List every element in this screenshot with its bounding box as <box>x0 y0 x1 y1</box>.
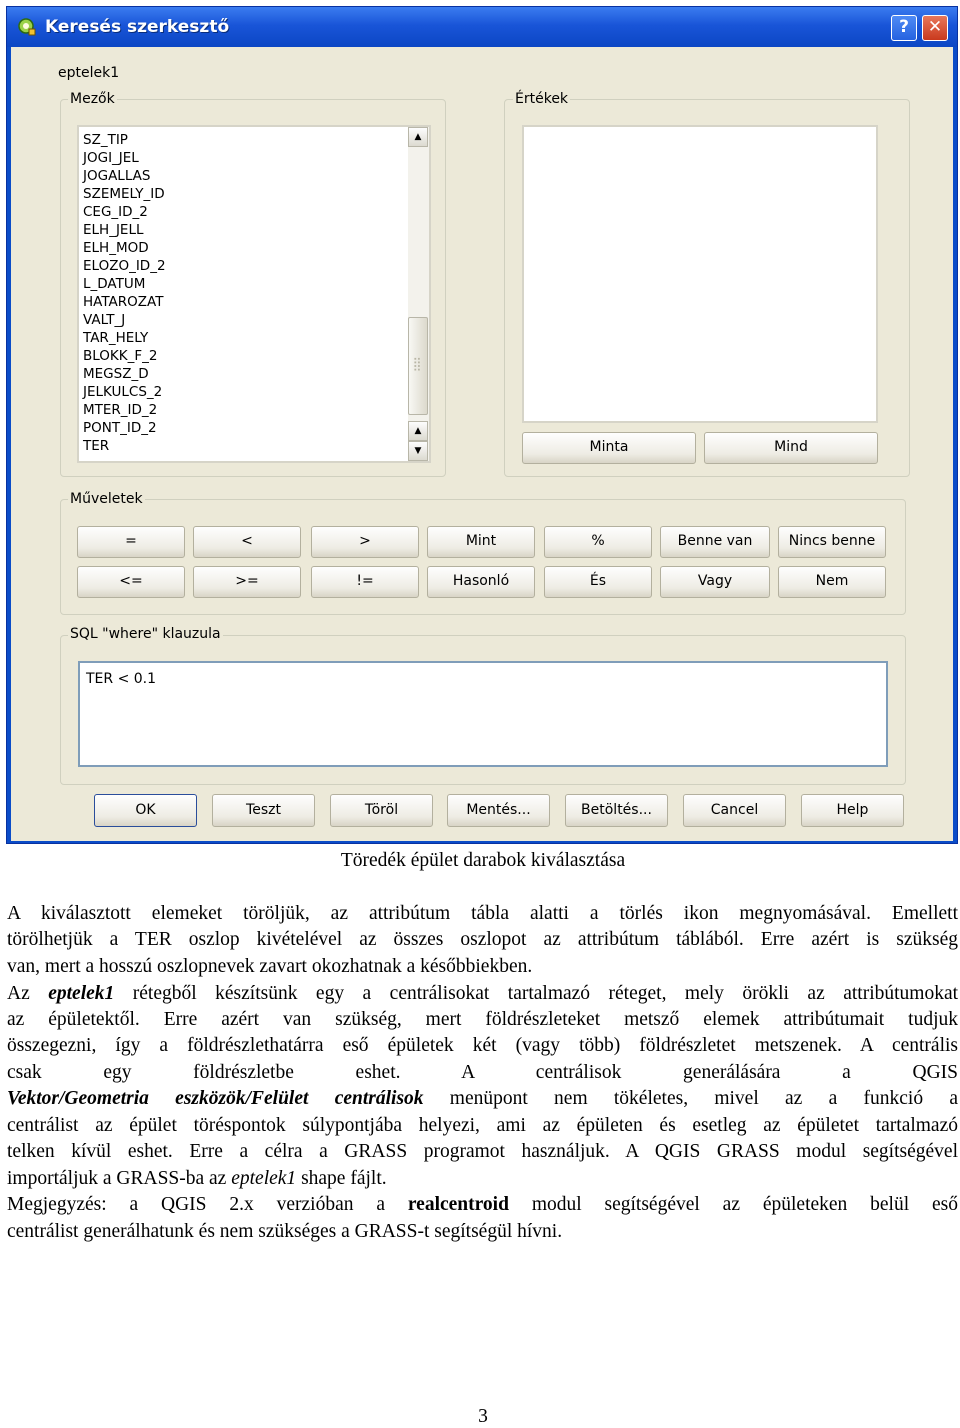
field-item[interactable]: JELKULCS_2 <box>83 384 163 400</box>
p2-l8-c: shape fájlt. <box>301 1168 387 1189</box>
p2-l1-a: Az <box>7 983 30 1004</box>
p2-line-1 <box>7 981 958 1007</box>
operator-button[interactable]: Hasonló <box>427 566 535 598</box>
field-item[interactable]: TER <box>83 438 110 454</box>
window-title: Keresés szerkesztő <box>45 17 230 37</box>
values-group-label: Értékek <box>515 91 569 107</box>
page-number: 3 <box>478 1406 488 1427</box>
fields-group-label: Mezők <box>70 91 115 107</box>
query-builder-window <box>6 6 958 844</box>
fields-listbox[interactable] <box>77 125 431 463</box>
field-item[interactable]: MEGSZ_D <box>83 366 149 382</box>
field-item[interactable]: MTER_ID_2 <box>83 402 158 418</box>
p3-l1-module: realcentroid <box>407 1194 509 1215</box>
bottom-button[interactable]: Teszt <box>212 794 315 827</box>
title-bar[interactable] <box>7 7 957 47</box>
p3-line-1 <box>7 1192 958 1218</box>
p2-line-8 <box>7 1166 387 1192</box>
p1-line-1: A kiválasztott elemeket töröljük, az attribútum tábla alatti a törlés ikon megnyomásával. Emellett <box>7 903 958 924</box>
p1-line-2: törölhetjük a TER oszlop kivételével az összes oszlopot az attribútum táblából. Erre azért is szükség <box>7 929 958 950</box>
operator-button[interactable]: % <box>544 526 652 558</box>
operator-button[interactable]: Benne van <box>660 526 770 558</box>
operator-button[interactable]: < <box>193 526 301 558</box>
field-item[interactable]: JOGALLAS <box>83 168 151 184</box>
field-item[interactable]: VALT_J <box>83 312 126 328</box>
p1-line-3: van, mert a hosszú oszlopnevek zavart okozhatnak a későbbiekben. <box>7 956 533 977</box>
all-button[interactable]: Mind <box>704 432 878 464</box>
operator-button[interactable]: = <box>77 526 185 558</box>
field-item[interactable]: ELOZO_ID_2 <box>83 258 166 274</box>
field-item[interactable]: ELH_JELL <box>83 222 144 238</box>
scroll-thumb[interactable] <box>408 317 428 415</box>
operator-button[interactable]: És <box>544 566 652 598</box>
operator-button[interactable]: > <box>311 526 419 558</box>
figure-caption: Töredék épület darabok kiválasztása <box>340 850 626 871</box>
field-item[interactable]: JOGI_JEL <box>83 150 139 166</box>
field-item[interactable]: ELH_MOD <box>83 240 149 256</box>
operator-button[interactable]: Nincs benne <box>778 526 886 558</box>
bottom-button[interactable]: Help <box>801 794 904 827</box>
p2-line-6: centrálist az épület töréspontok súlypontjába helyezi, ami az épületen és esetleg az épületet tartalmazó <box>7 1115 958 1136</box>
p2-l8-layer: eptelek1 <box>231 1168 297 1189</box>
scroll-up-button[interactable]: ▲ <box>408 127 428 147</box>
scroll-down-button[interactable]: ▼ <box>408 441 428 461</box>
sql-group-label: SQL "where" klauzula <box>70 626 221 642</box>
p2-l5-b: menüpont nem tökéletes, mivel az a funkció a <box>449 1088 958 1109</box>
qgis-app-icon <box>17 17 37 37</box>
bottom-button[interactable]: Cancel <box>683 794 786 827</box>
operator-button[interactable]: <= <box>77 566 185 598</box>
field-item[interactable]: HATAROZAT <box>83 294 164 310</box>
field-item[interactable]: SZEMELY_ID <box>83 186 165 202</box>
bottom-button[interactable]: Mentés... <box>447 794 550 827</box>
title-help-button[interactable]: ? <box>891 15 917 41</box>
bottom-button[interactable]: OK <box>94 794 197 827</box>
field-item[interactable]: BLOKK_F_2 <box>83 348 158 364</box>
grip-icon <box>409 318 427 414</box>
p2-l1-layer: eptelek1 <box>48 983 115 1004</box>
p3-l1-a: Megjegyzés: a QGIS 2.x verzióban a <box>7 1194 385 1215</box>
field-item[interactable]: L_DATUM <box>83 276 146 292</box>
title-close-button[interactable]: ✕ <box>922 15 948 41</box>
field-item[interactable]: TAR_HELY <box>83 330 149 346</box>
p2-l5-menu: Vektor/Geometria eszközök/Felület centrálisok <box>7 1088 424 1109</box>
field-item[interactable]: CEG_ID_2 <box>83 204 148 220</box>
operator-button[interactable]: Nem <box>778 566 886 598</box>
fields-list <box>79 131 409 455</box>
sql-where-text: TER < 0.1 <box>86 671 157 687</box>
layer-name-label: eptelek1 <box>58 65 120 81</box>
values-listbox[interactable] <box>522 125 878 423</box>
p3-line-2: centrálist generálhatunk és nem szükséges a GRASS-t segítségül hívni. <box>7 1221 563 1242</box>
sample-button[interactable]: Minta <box>522 432 696 464</box>
p2-line-4: csak egy földrészletbe eshet. A centrálisok generálására a QGIS <box>7 1062 958 1083</box>
bottom-button[interactable]: Betöltés... <box>565 794 668 827</box>
sql-where-textarea[interactable] <box>78 661 888 767</box>
field-item[interactable]: SZ_TIP <box>83 132 128 148</box>
p2-l8-a: importáljuk a GRASS-ba az <box>7 1168 227 1189</box>
operator-button[interactable]: != <box>311 566 419 598</box>
p3-l1-c: modul segítségével az épületeken belül eső <box>531 1194 958 1215</box>
p2-line-7: telken kívül eshet. Erre a célra a GRASS programot használjuk. A QGIS GRASS modul segítségével <box>7 1141 958 1162</box>
fields-scrollbar[interactable] <box>408 127 429 461</box>
bottom-button[interactable]: Töröl <box>330 794 433 827</box>
p2-line-3: összegezni, így a földrészlethatárra eső épületek két (vagy több) földrészletet metszenek. A centrális <box>7 1035 958 1056</box>
p2-line-2: az épületektől. Erre azért van szükség, mert földrészleteket metsző elemek attribútumait tudjuk <box>7 1009 958 1030</box>
p2-l1-c: rétegből készítsünk egy a centrálisokat tartalmazó réteget, mely örökli az attribútumokat <box>132 983 959 1004</box>
dialog-client-area <box>11 47 953 841</box>
operator-button[interactable]: >= <box>193 566 301 598</box>
field-item[interactable]: PONT_ID_2 <box>83 420 157 436</box>
operator-button[interactable]: Mint <box>427 526 535 558</box>
operations-group-label: Műveletek <box>70 491 143 507</box>
p2-line-5 <box>7 1086 958 1112</box>
scroll-down-button-upper[interactable]: ▲ <box>408 421 428 441</box>
operator-button[interactable]: Vagy <box>660 566 770 598</box>
